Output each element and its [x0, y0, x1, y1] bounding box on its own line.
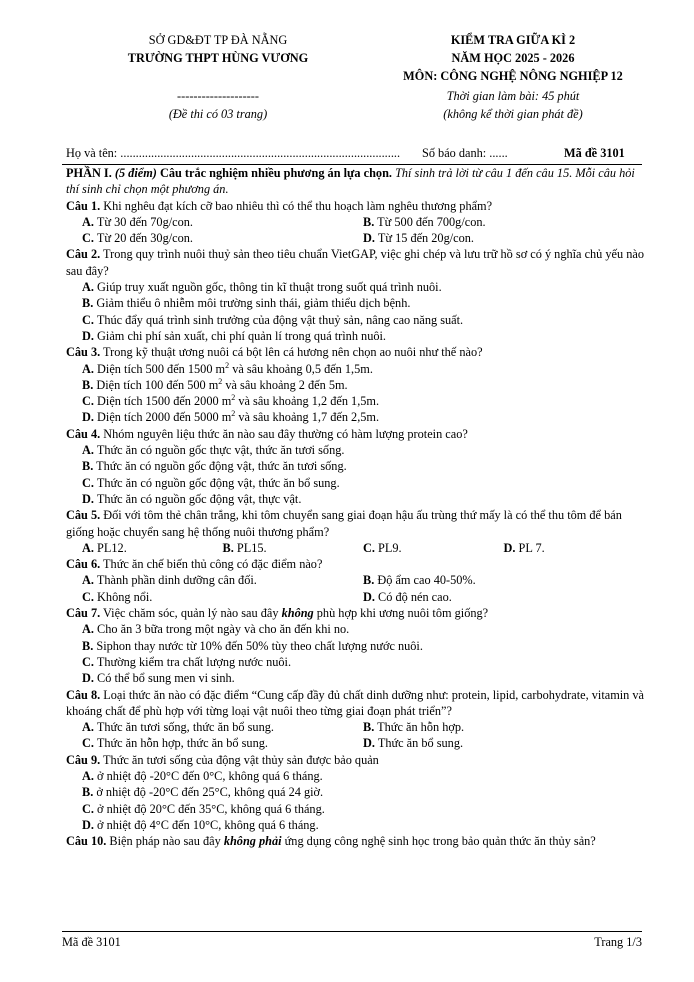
answer-option[interactable] [82, 801, 644, 817]
answer-option[interactable] [82, 621, 644, 637]
part1-points: (5 điểm) [114, 166, 157, 180]
option-row [66, 458, 644, 474]
option-key: C. [82, 394, 94, 409]
answer-option[interactable] [82, 670, 644, 686]
answer-option[interactable] [82, 295, 644, 311]
answer-option[interactable] [82, 377, 644, 393]
option-key: C. [82, 231, 94, 246]
option-text: Thức ăn có nguồn gốc động vật, thực vật. [96, 491, 302, 506]
question-text: Khi nghêu đạt kích cỡ bao nhiêu thì có thể thu hoạch làm nghêu thương phẩm? [103, 198, 493, 213]
question-stem [66, 246, 644, 279]
option-key: A. [82, 622, 94, 637]
option-row [66, 328, 644, 344]
answer-option[interactable] [363, 719, 644, 735]
answer-option[interactable] [82, 230, 363, 246]
question-number: Câu 2. [66, 247, 101, 262]
option-key: B. [82, 785, 94, 800]
option-key: D. [363, 231, 375, 246]
option-key: C. [82, 736, 94, 751]
footer-divider [62, 931, 642, 932]
option-text: Từ 15 đến 20g/con. [377, 231, 474, 246]
option-key: D. [363, 589, 375, 604]
header-dashes: -------------------- [177, 89, 259, 103]
option-key: B. [82, 296, 94, 311]
question-number: Câu 7. [66, 606, 101, 621]
option-row [66, 817, 644, 833]
answer-option[interactable] [363, 572, 644, 588]
question-text: Biện pháp nào sau đây [109, 834, 221, 849]
question-text-cont: phù hợp khi ương nuôi tôm giống? [316, 606, 489, 621]
question-text-cont: ứng dụng công nghệ sinh học trong bảo quản thức ăn thủy sản? [284, 834, 596, 849]
question-text: Thức ăn tươi sống của động vật thủy sản được bảo quản [103, 752, 379, 767]
superscript: 2 [231, 393, 236, 403]
option-key: D. [82, 491, 94, 506]
option-row [66, 279, 644, 295]
id-field[interactable]: Số báo danh: ...... [422, 146, 508, 160]
option-text: Không nổi. [97, 589, 153, 604]
answer-option[interactable] [82, 719, 363, 735]
option-row [66, 442, 644, 458]
option-row [66, 540, 644, 556]
option-row [66, 670, 644, 686]
time-note: (không kể thời gian phát đề) [443, 107, 583, 121]
answer-option[interactable] [82, 458, 644, 474]
name-field[interactable]: Họ và tên: ........................................................................................... [66, 146, 401, 160]
option-text: Có thể bổ sung men vi sinh. [97, 671, 235, 686]
answer-option[interactable] [504, 540, 645, 556]
option-text: Thành phần dinh dưỡng cân đối. [96, 573, 257, 588]
answer-option[interactable] [82, 361, 644, 377]
option-row [66, 572, 644, 588]
option-row [66, 719, 644, 735]
option-key: D. [82, 671, 94, 686]
option-key: C. [82, 475, 94, 490]
option-key: B. [363, 214, 375, 229]
option-key: A. [82, 540, 94, 555]
superscript: 2 [225, 360, 230, 370]
option-text: Cho ăn 3 bữa trong một ngày và cho ăn đến khi no. [97, 622, 350, 637]
option-text: Giảm chi phí sản xuất, chi phí quản lí trong quá trình nuôi. [97, 328, 386, 343]
option-row [66, 475, 644, 491]
answer-option[interactable] [363, 214, 644, 230]
option-row [66, 230, 644, 246]
option-key: A. [82, 214, 94, 229]
option-key: D. [82, 328, 94, 343]
option-row [66, 409, 644, 425]
footer-page-number: Trang 1/3 [594, 935, 642, 949]
question-2 [66, 246, 644, 344]
option-row [66, 361, 644, 377]
question-stem [66, 687, 644, 720]
option-text: Giảm thiểu ô nhiễm môi trường sinh thái, giảm thiểu dịch bệnh. [96, 296, 411, 311]
school-name: TRƯỜNG THPT HÙNG VƯƠNG [127, 51, 309, 65]
option-key: B. [82, 377, 94, 392]
option-row [66, 801, 644, 817]
department-name: SỞ GD&ĐT TP ĐÀ NẴNG [148, 33, 288, 47]
option-text: Từ 20 đến 30g/con. [96, 231, 193, 246]
option-text: PL12. [97, 540, 127, 555]
answer-option[interactable] [82, 540, 223, 556]
footer-code: Mã đề 3101 [62, 935, 121, 949]
option-key: A. [82, 443, 94, 458]
question-10 [66, 833, 644, 849]
answer-option[interactable] [363, 589, 644, 605]
answer-option[interactable] [223, 540, 364, 556]
option-text: PL15. [236, 540, 267, 555]
option-text: Thức ăn hỗn hợp. [377, 720, 465, 735]
answer-option[interactable] [82, 393, 644, 409]
answer-option[interactable] [82, 442, 644, 458]
option-text: ở nhiệt độ -20°C đến 25°C, không quá 24 giờ. [96, 785, 324, 800]
option-row [66, 589, 644, 605]
part1-heading [66, 165, 644, 198]
question-number: Câu 4. [66, 426, 101, 441]
answer-option[interactable] [82, 654, 644, 670]
question-stem [66, 507, 644, 540]
option-key: A. [82, 280, 94, 295]
exam-title: KIỂM TRA GIỮA KÌ 2 [450, 33, 576, 47]
option-row [66, 312, 644, 328]
option-row [66, 491, 644, 507]
option-text: Thức ăn bổ sung. [377, 736, 464, 751]
question-1 [66, 198, 644, 247]
question-stem [66, 752, 644, 768]
question-emphasis: không phải [223, 834, 282, 849]
option-row [66, 377, 644, 393]
question-stem [66, 556, 644, 572]
answer-option[interactable] [82, 735, 363, 751]
option-key: A. [82, 361, 94, 376]
option-key: B. [363, 573, 375, 588]
page-footer [62, 935, 642, 951]
option-key: C. [82, 654, 94, 669]
option-text: Diện tích 100 đến 500 m [96, 377, 219, 392]
option-text: Thức ăn có nguồn gốc động vật, thức ăn tươi sống. [96, 459, 347, 474]
option-text: Thức ăn hỗn hợp, thức ăn bổ sung. [96, 736, 268, 751]
option-row [66, 735, 644, 751]
time-limit: Thời gian làm bài: 45 phút [446, 89, 580, 103]
option-key: B. [82, 459, 94, 474]
option-key: D. [503, 540, 516, 555]
question-number: Câu 1. [66, 198, 101, 213]
option-row [66, 768, 644, 784]
option-text-cont: và sâu khoảng 1,7 đến 2,5m. [235, 410, 380, 425]
exam-body [66, 165, 644, 849]
question-6 [66, 556, 644, 605]
question-number: Câu 5. [66, 508, 101, 523]
answer-option[interactable] [82, 572, 363, 588]
question-stem [66, 198, 644, 214]
option-key: D. [82, 817, 94, 832]
question-emphasis: không [281, 606, 314, 621]
part1-heading-text: Câu trắc nghiệm nhiều phương án lựa chọn. [159, 166, 392, 180]
question-number: Câu 3. [66, 345, 101, 360]
question-stem [66, 426, 644, 442]
option-text-cont: và sâu khoảng 2 đến 5m. [222, 377, 348, 392]
option-key: A. [82, 768, 94, 783]
answer-option[interactable] [82, 784, 644, 800]
question-number: Câu 10. [66, 834, 107, 849]
part1-title: PHẦN I. [66, 166, 112, 180]
option-text: ở nhiệt độ 20°C đến 35°C, không quá 6 tháng. [97, 801, 325, 816]
answer-option[interactable] [363, 540, 504, 556]
option-text: Giúp truy xuất nguồn gốc, thông tin kĩ thuật trong suốt quá trình nuôi. [97, 280, 442, 295]
superscript: 2 [218, 376, 223, 386]
option-key: A. [82, 720, 94, 735]
answer-option[interactable] [82, 589, 363, 605]
option-row [66, 621, 644, 637]
answer-option[interactable] [82, 475, 644, 491]
question-text: Trong kỹ thuật ương nuôi cá bột lên cá hương nên chọn ao nuôi như thế nào? [103, 345, 483, 360]
student-info-row [66, 146, 642, 163]
option-row [66, 638, 644, 654]
option-row [66, 295, 644, 311]
option-text: Diện tích 2000 đến 5000 m [97, 410, 232, 425]
question-8 [66, 687, 644, 752]
question-stem [66, 344, 644, 360]
answer-option[interactable] [82, 279, 644, 295]
question-text: Đối với tôm thẻ chân trắng, khi tôm chuyển sang giai đoạn hậu ấu trùng thứ mấy là có thể thu tôm để bán giống hoặc chuyển sang hệ thống nuôi thương phẩm? [66, 508, 622, 539]
option-key: D. [363, 736, 375, 751]
option-key: B. [363, 720, 375, 735]
option-text: Thức ăn có nguồn gốc động vật, thức ăn bổ sung. [96, 475, 340, 490]
question-number: Câu 6. [66, 557, 101, 572]
option-text-cont: và sâu khoảng 0,5 đến 1,5m. [229, 361, 373, 376]
question-3 [66, 344, 644, 425]
option-text: Độ ẩm cao 40-50%. [377, 573, 476, 588]
option-text: ở nhiệt độ -20°C đến 0°C, không quá 6 tháng. [97, 768, 323, 783]
option-row [66, 214, 644, 230]
option-key: D. [82, 410, 94, 425]
option-text: Thúc đẩy quá trình sinh trưởng của động vật thuỷ sản, nâng cao năng suất. [96, 312, 464, 327]
answer-option[interactable] [82, 768, 644, 784]
question-text: Nhóm nguyên liệu thức ăn nào sau đây thường có hàm lượng protein cao? [103, 426, 468, 441]
option-text: PL9. [378, 540, 402, 555]
answer-option[interactable] [82, 638, 644, 654]
option-key: C. [363, 540, 375, 555]
question-stem [66, 605, 644, 621]
option-key: C. [82, 589, 94, 604]
option-text: Thường kiểm tra chất lượng nước nuôi. [96, 654, 292, 669]
subject-name: MÔN: CÔNG NGHỆ NÔNG NGHIỆP 12 [403, 69, 623, 83]
option-text: Từ 30 đến 70g/con. [96, 214, 193, 229]
answer-option[interactable] [363, 735, 644, 751]
option-row [66, 784, 644, 800]
answer-option[interactable] [363, 230, 644, 246]
question-text: Loại thức ăn nào có đặc điểm “Cung cấp đầy đủ chất dinh dưỡng như: protein, lipid, carbohydrate, vitamin và khoáng chất để phù hợp với từng loại vật nuôi theo từng giai đoạn phát triển”? [66, 687, 645, 718]
question-7 [66, 605, 644, 686]
option-key: A. [82, 573, 94, 588]
option-text: Diện tích 500 đến 1500 m [97, 361, 226, 376]
option-text: ở nhiệt độ 4°C đến 10°C, không quá 6 tháng. [97, 817, 319, 832]
question-number: Câu 8. [66, 687, 101, 702]
part1-instruction: Thí sinh trả lời từ câu 1 đến câu 15. Mỗi câu hỏi thí sinh chỉ chọn một phương án. [66, 166, 635, 197]
answer-option[interactable] [82, 409, 644, 425]
school-year: NĂM HỌC 2025 - 2026 [451, 51, 575, 65]
question-text: Việc chăm sóc, quản lý nào sau đây [103, 606, 279, 621]
option-row [66, 393, 644, 409]
pages-note: (Đề thi có 03 trang) [168, 107, 268, 121]
question-text: Thức ăn chế biến thủ công có đặc điểm nào? [103, 557, 323, 572]
question-9 [66, 752, 644, 833]
option-text-cont: và sâu khoảng 1,2 đến 1,5m. [235, 394, 380, 409]
option-text: Có độ nén cao. [378, 589, 452, 604]
exam-code: Mã đề 3101 [564, 146, 625, 160]
answer-option[interactable] [82, 214, 363, 230]
option-key: B. [222, 540, 234, 555]
option-text: Siphon thay nước từ 10% đến 50% tùy theo chất lượng nước nuôi. [96, 638, 423, 653]
option-key: C. [82, 801, 94, 816]
option-row [66, 654, 644, 670]
option-text: Từ 500 đến 700g/con. [377, 214, 486, 229]
question-list [66, 198, 644, 850]
option-key: C. [82, 312, 94, 327]
question-stem [66, 833, 644, 849]
superscript: 2 [231, 409, 236, 419]
question-5 [66, 507, 644, 556]
answer-option[interactable] [82, 328, 644, 344]
option-text: PL 7. [518, 540, 545, 555]
option-text: Thức ăn có nguồn gốc thực vật, thức ăn tươi sống. [96, 443, 345, 458]
question-text: Trong quy trình nuôi thuỷ sản theo tiêu chuẩn VietGAP, việc ghi chép và lưu trữ hồ sơ có ý nghĩa chủ yếu nào sau đây? [66, 247, 644, 278]
question-4 [66, 426, 644, 507]
question-number: Câu 9. [66, 752, 101, 767]
answer-option[interactable] [82, 312, 644, 328]
answer-option[interactable] [82, 817, 644, 833]
option-key: B. [82, 638, 94, 653]
answer-option[interactable] [82, 491, 644, 507]
option-text: Diện tích 1500 đến 2000 m [97, 394, 232, 409]
option-text: Thức ăn tươi sống, thức ăn bổ sung. [96, 720, 274, 735]
